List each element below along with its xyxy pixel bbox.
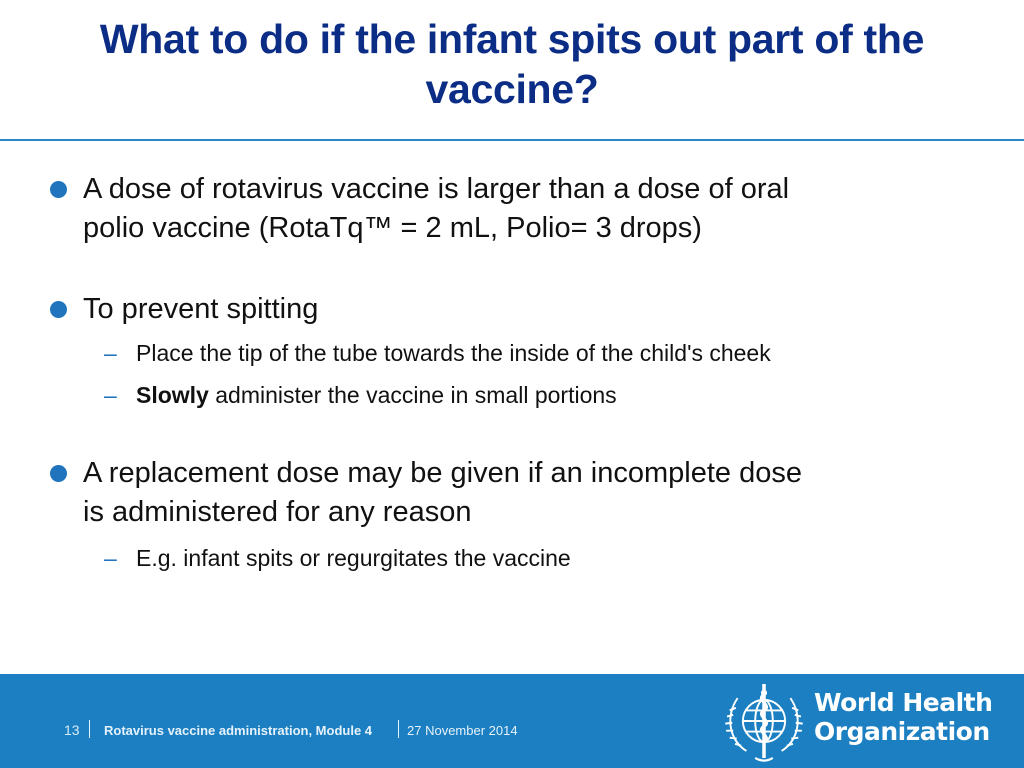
dash-icon: – xyxy=(104,340,117,366)
slide-title xyxy=(0,14,1024,114)
dash-icon: – xyxy=(104,382,117,408)
sub-bullet-bold-text: Slowly xyxy=(136,382,209,408)
footer-module-title: Rotavirus vaccine administration, Module 4 xyxy=(104,723,373,738)
footer-separator xyxy=(398,720,399,738)
title-divider xyxy=(0,139,1024,141)
sub-bullet-text: administer the vaccine in small portions xyxy=(208,382,617,408)
title-line-2: vaccine? xyxy=(425,66,599,112)
bullet-text xyxy=(0,290,983,329)
org-name-line-2: Organization xyxy=(814,717,990,746)
dash-icon: – xyxy=(104,545,117,571)
sub-bullet xyxy=(0,542,996,574)
bullet-2-line-1: To prevent spitting xyxy=(83,293,319,325)
title-line-1: What to do if the infant spits out part of the xyxy=(99,16,925,62)
footer-bar xyxy=(0,674,1024,768)
bullet-text xyxy=(0,454,983,532)
bullet-1-line-2: polio vaccine (RotaTq™ = 2 mL, Polio= 3 drops) xyxy=(83,212,702,244)
bullet-3-line-2: is administered for any reason xyxy=(83,496,472,528)
footer-separator xyxy=(89,720,90,738)
sub-bullet-text: E.g. infant spits or regurgitates the vaccine xyxy=(136,545,571,571)
bullet-3-line-1: A replacement dose may be given if an incomplete dose xyxy=(83,457,802,489)
bullet-dot-icon xyxy=(50,301,67,318)
footer-date: 27 November 2014 xyxy=(407,723,518,738)
bullet-dot-icon xyxy=(50,465,67,482)
who-wordmark xyxy=(814,688,992,746)
bullet-1-line-1: A dose of rotavirus vaccine is larger than a dose of oral xyxy=(83,173,790,205)
sub-bullet xyxy=(0,379,996,411)
page-number: 13 xyxy=(64,722,80,738)
sub-bullet-text: Place the tip of the tube towards the inside of the child's cheek xyxy=(136,340,771,366)
bullet-3 xyxy=(0,454,1024,574)
bullet-text xyxy=(0,170,983,248)
who-emblem-icon xyxy=(720,677,808,765)
bullet-2 xyxy=(0,290,1024,411)
bullet-dot-icon xyxy=(50,181,67,198)
sub-bullet xyxy=(0,337,996,369)
bullet-1 xyxy=(0,170,1024,248)
org-name-line-1: World Health xyxy=(814,688,993,717)
